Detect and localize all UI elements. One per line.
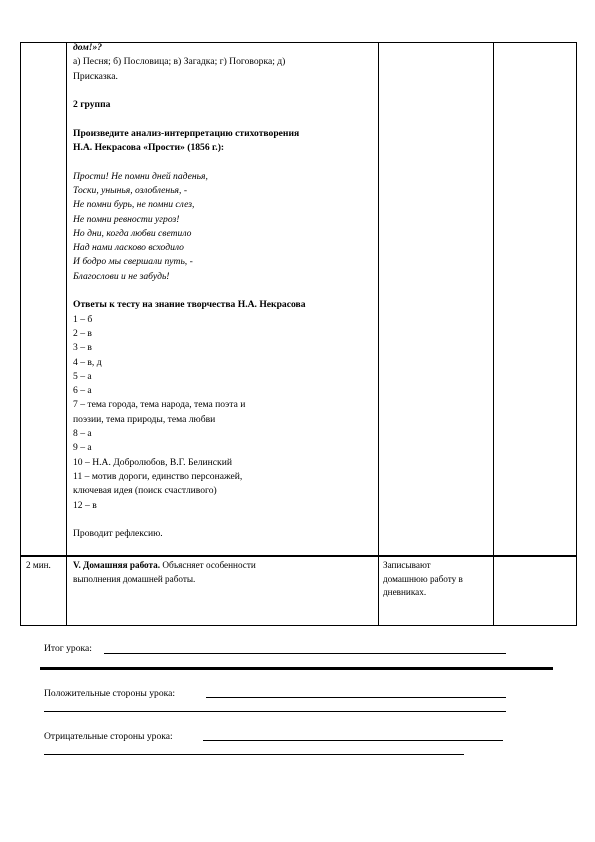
column-divider-3 <box>493 42 494 626</box>
negative-aspects-label: Отрицательные стороны урока: <box>44 731 173 742</box>
positive-aspects-field-line-2[interactable] <box>44 711 506 712</box>
answer-item: 11 – мотив дороги, единство персонажей, <box>73 470 243 482</box>
poem-line: Не помни бурь, не помни слез, <box>73 199 195 211</box>
group-2-heading: 2 группа <box>73 99 111 111</box>
column-divider-1 <box>66 42 67 626</box>
poem-line: Не помни ревности угроз! <box>73 213 180 225</box>
poem-line: И бодро мы свершали путь, - <box>73 256 193 268</box>
answer-item: 7 – тема города, тема народа, тема поэта и <box>73 399 246 411</box>
lesson-summary-field[interactable] <box>104 653 506 654</box>
answer-item: 3 – в <box>73 342 92 354</box>
negative-aspects-field[interactable] <box>203 740 503 741</box>
summary-separator-rule <box>40 667 553 670</box>
table-left-border <box>20 42 21 626</box>
homework-stage-text-2: выполнения домашней работы. <box>73 573 196 584</box>
task-line-2: Н.А. Некрасова «Прости» (1856 г.): <box>73 142 225 154</box>
poem-line: Благослови и не забудь! <box>73 270 170 282</box>
poem-line: Тоски, унынья, озлобленья, - <box>73 184 188 196</box>
lesson-summary-label: Итог урока: <box>44 643 92 654</box>
homework-student-activity: Записывают домашнюю работу в дневниках. <box>383 560 463 598</box>
table-right-border <box>576 42 577 626</box>
answer-item: 6 – а <box>73 385 92 397</box>
question-options-line-2: Присказка. <box>73 70 118 82</box>
homework-time: 2 мин. <box>26 560 51 570</box>
positive-aspects-label: Положительные стороны урока: <box>44 688 176 699</box>
poem-line: Но дни, когда любви светило <box>73 227 192 239</box>
answer-item: 9 – а <box>73 442 92 454</box>
homework-stage <box>73 559 256 586</box>
answer-item: 10 – Н.А. Добролюбов, В.Г. Белинский <box>73 456 232 468</box>
poem-line: Прости! Не помни дней паденья, <box>73 170 208 182</box>
homework-stage-text: Объясняет особенности <box>160 560 256 570</box>
column-divider-2 <box>378 42 379 626</box>
answer-item: 2 – в <box>73 327 92 339</box>
answer-item: 5 – а <box>73 370 92 382</box>
answer-item: 4 – в, д <box>73 356 102 368</box>
task-line-1: Произведите анализ-интерпретацию стихотворения <box>73 127 300 139</box>
lesson-content-cell <box>73 41 306 541</box>
answer-item: 1 – б <box>73 313 93 325</box>
answer-item: 8 – а <box>73 428 92 440</box>
answer-item: ключевая идея (поиск счастливого) <box>73 485 217 497</box>
positive-aspects-field[interactable] <box>206 697 506 698</box>
answers-heading: Ответы к тесту на знание творчества Н.А. Некрасова <box>73 299 306 311</box>
poem-line: Над нами ласково всходило <box>73 242 184 254</box>
homework-stage-label: V. Домашняя работа. <box>73 560 161 570</box>
question-options-line-1: а) Песня; б) Пословица; в) Загадка; г) Поговорка; д) <box>73 56 286 68</box>
answer-item: поэзии, тема природы, тема любви <box>73 413 216 425</box>
answer-item: 12 – в <box>73 499 97 511</box>
question-ending: дом!»? <box>73 42 103 53</box>
negative-aspects-field-line-2[interactable] <box>44 754 464 755</box>
reflection-note: Проводит рефлексию. <box>73 528 163 540</box>
